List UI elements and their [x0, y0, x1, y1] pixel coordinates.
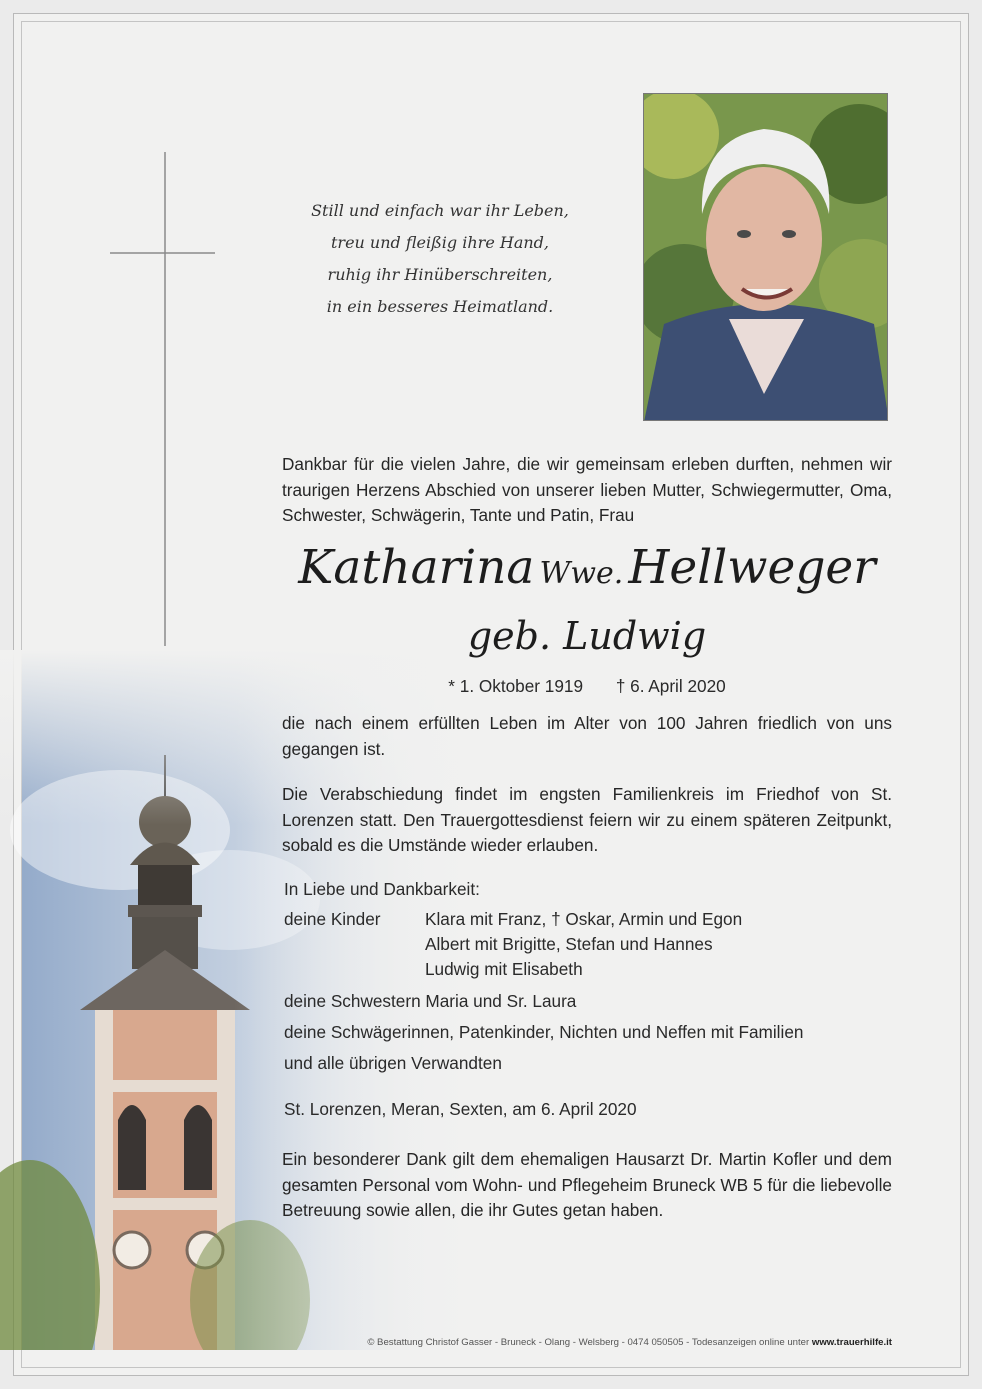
poem: [290, 195, 590, 323]
first-name: Katharina: [298, 540, 535, 595]
footer: [282, 1337, 892, 1348]
children-label: deine Kinder: [284, 909, 381, 929]
place-date: St. Lorenzen, Meran, Sexten, am 6. April 2020: [284, 1099, 637, 1119]
portrait-photo: [643, 93, 888, 421]
poem-line: in ein besseres Heimatland.: [326, 297, 554, 316]
intro-text: Dankbar für die vielen Jahre, die wir gemeinsam erleben durften, nehmen wir traurigen Herzens Abschied von unserer lieben Mutter, Schwiegermutter, Oma, Schwester, Schwägerin, Tante und Patin, Frau: [282, 454, 892, 525]
children-line: Klara mit Franz, † Oskar, Armin und Egon: [425, 909, 743, 929]
thanks-text: Ein besonderer Dank gilt dem ehemaligen Hausarzt Dr. Martin Kofler und dem gesamten Personal vom Wohn- und Pflegeheim Bruneck WB 5 für die liebevolle Betreuung sowie allen, die ihr Gutes getan haben.: [282, 1149, 892, 1220]
deceased-name: [282, 540, 892, 595]
poem-line: Still und einfach war ihr Leben,: [311, 201, 569, 220]
cross-icon: [108, 150, 218, 650]
death-date: † 6. April 2020: [615, 676, 726, 696]
footer-url[interactable]: www.trauerhilfe.it: [811, 1337, 892, 1348]
footer-text: © Bestattung Christof Gasser - Bruneck - Olang - Welsberg - 0474 050505 - Todesanzeigen online unter: [367, 1337, 810, 1348]
children-line: Albert mit Brigitte, Stefan und Hannes: [425, 934, 713, 954]
mourners-heading: In Liebe und Dankbarkeit:: [284, 879, 480, 899]
maiden-name: geb. Ludwig: [467, 614, 707, 658]
poem-line: treu und fleißig ihre Hand,: [330, 233, 549, 252]
passing-text: die nach einem erfüllten Leben im Alter von 100 Jahren friedlich von uns gegangen ist.: [282, 713, 892, 759]
inlaws-line: deine Schwägerinnen, Patenkinder, Nichten und Neffen mit Familien: [284, 1022, 804, 1042]
life-dates: [282, 676, 892, 697]
birth-date: * 1. Oktober 1919: [448, 676, 584, 696]
last-name: Hellweger: [628, 540, 876, 595]
farewell-text: Die Verabschiedung findet im engsten Familienkreis im Friedhof von St. Lorenzen statt. Den Trauergottesdienst feiern wir zu einem späteren Zeitpunkt, sobald es die Umstände wieder erlauben.: [282, 784, 892, 855]
poem-line: ruhig ihr Hinüberschreiten,: [327, 265, 553, 284]
widow-title: Wwe.: [539, 556, 624, 591]
children-line: Ludwig mit Elisabeth: [425, 959, 583, 979]
sisters-line: deine Schwestern Maria und Sr. Laura: [284, 991, 577, 1011]
relatives-line: und alle übrigen Verwandten: [284, 1053, 502, 1073]
